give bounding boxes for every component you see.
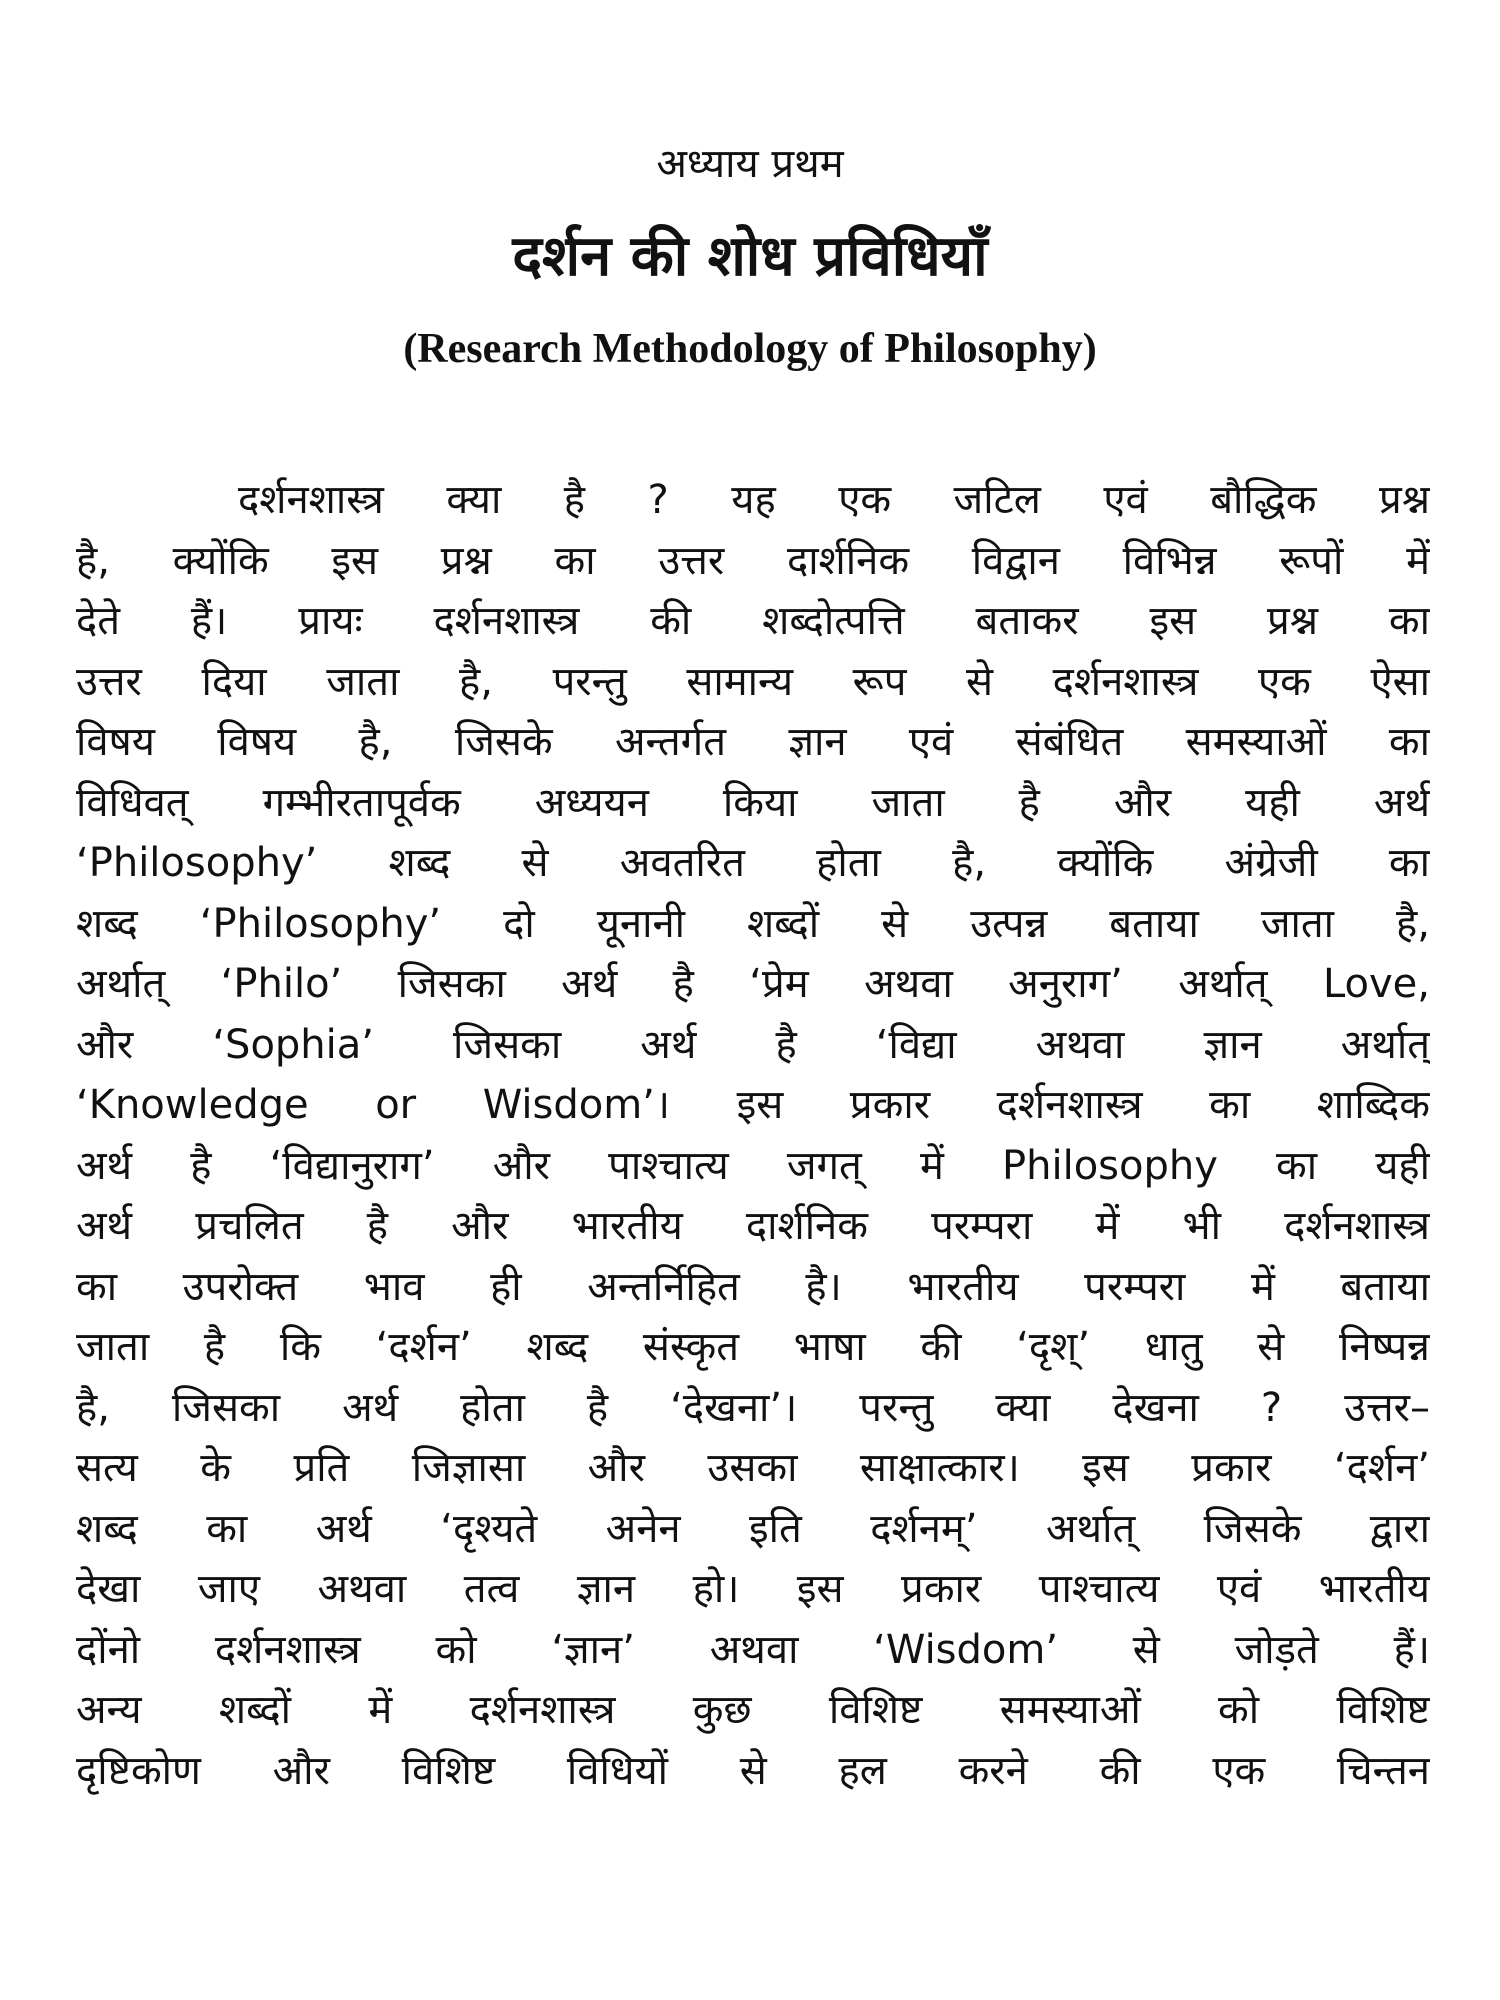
- chapter-label: अध्याय प्रथम: [656, 141, 844, 187]
- paragraph-line: सत्य के प्रति जिज्ञासा और उसका साक्षात्कार। इस प्रकार ‘दर्शन’: [76, 1445, 1430, 1491]
- paragraph-line: है, जिसका अर्थ होता है ‘देखना’। परन्तु क्या देखना ? उत्तर–: [76, 1384, 1430, 1431]
- paragraph-line: है, क्योंकि इस प्रश्न का उत्तर दार्शनिक विद्वान विभिन्न रूपों में: [76, 537, 1430, 584]
- chapter-title: दर्शन की शोध प्रविधियाँ: [512, 224, 988, 289]
- paragraph-line: दृष्टिकोण और विशिष्ट विधियों से हल करने की एक चिन्तन: [76, 1747, 1430, 1794]
- paragraph-line: उत्तर दिया जाता है, परन्तु सामान्य रूप से दर्शनशास्त्र एक ऐसा: [76, 658, 1430, 705]
- paragraph-line: विषय विषय है, जिसके अन्तर्गत ज्ञान एवं संबंधित समस्याओं का: [76, 719, 1430, 765]
- paragraph-line: अन्य शब्दों में दर्शनशास्त्र कुछ विशिष्ट समस्याओं को विशिष्ट: [76, 1687, 1430, 1733]
- paragraph-line: ‘Philosophy’ शब्द से अवतरित होता है, क्योंकि अंग्रेजी का: [76, 840, 1430, 886]
- paragraph-line: देते हैं। प्रायः दर्शनशास्त्र की शब्दोत्पत्ति बताकर इस प्रश्न का: [76, 598, 1430, 644]
- paragraph-line: अर्थात् ‘Philo’ जिसका अर्थ है ‘प्रेम अथवा अनुराग’ अर्थात् Love,: [76, 961, 1430, 1007]
- paragraph-line: शब्द ‘Philosophy’ दो यूनानी शब्दों से उत्पन्न बताया जाता है,: [76, 900, 1430, 947]
- paragraph-line: शब्द का अर्थ ‘दृश्यते अनेन इति दर्शनम्’ अर्थात् जिसके द्वारा: [76, 1505, 1430, 1552]
- paragraph-line: दोंनो दर्शनशास्त्र को ‘ज्ञान’ अथवा ‘Wisdom’ से जोड़ते हैं।: [76, 1626, 1430, 1673]
- paragraph-line: देखा जाए अथवा तत्व ज्ञान हो। इस प्रकार पाश्चात्य एवं भारतीय: [76, 1566, 1430, 1612]
- paragraph-line: जाता है कि ‘दर्शन’ शब्द संस्कृत भाषा की ‘दृश्’ धातु से निष्पन्न: [76, 1324, 1430, 1370]
- paragraph-line: विधिवत् गम्भीरतापूर्वक अध्ययन किया जाता है और यही अर्थ: [76, 779, 1430, 826]
- paragraph-line: का उपरोक्त भाव ही अन्तर्निहित है। भारतीय परम्परा में बताया: [76, 1263, 1430, 1310]
- chapter-subtitle: (Research Methodology of Philosophy): [403, 326, 1097, 372]
- paragraph-line: ‘Knowledge or Wisdom’। इस प्रकार दर्शनशास्त्र का शाब्दिक: [76, 1082, 1430, 1128]
- paragraph-line: और ‘Sophia’ जिसका अर्थ है ‘विद्या अथवा ज्ञान अर्थात्: [76, 1021, 1430, 1068]
- paragraph-line: अर्थ प्रचलित है और भारतीय दार्शनिक परम्परा में भी दर्शनशास्त्र: [76, 1203, 1430, 1249]
- paragraph-line: दर्शनशास्त्र क्या है ? यह एक जटिल एवं बौद्धिक प्रश्न: [238, 477, 1430, 523]
- body-paragraph: [76, 470, 1430, 1801]
- paragraph-line: अर्थ है ‘विद्यानुराग’ और पाश्चात्य जगत् में Philosophy का यही: [76, 1142, 1430, 1189]
